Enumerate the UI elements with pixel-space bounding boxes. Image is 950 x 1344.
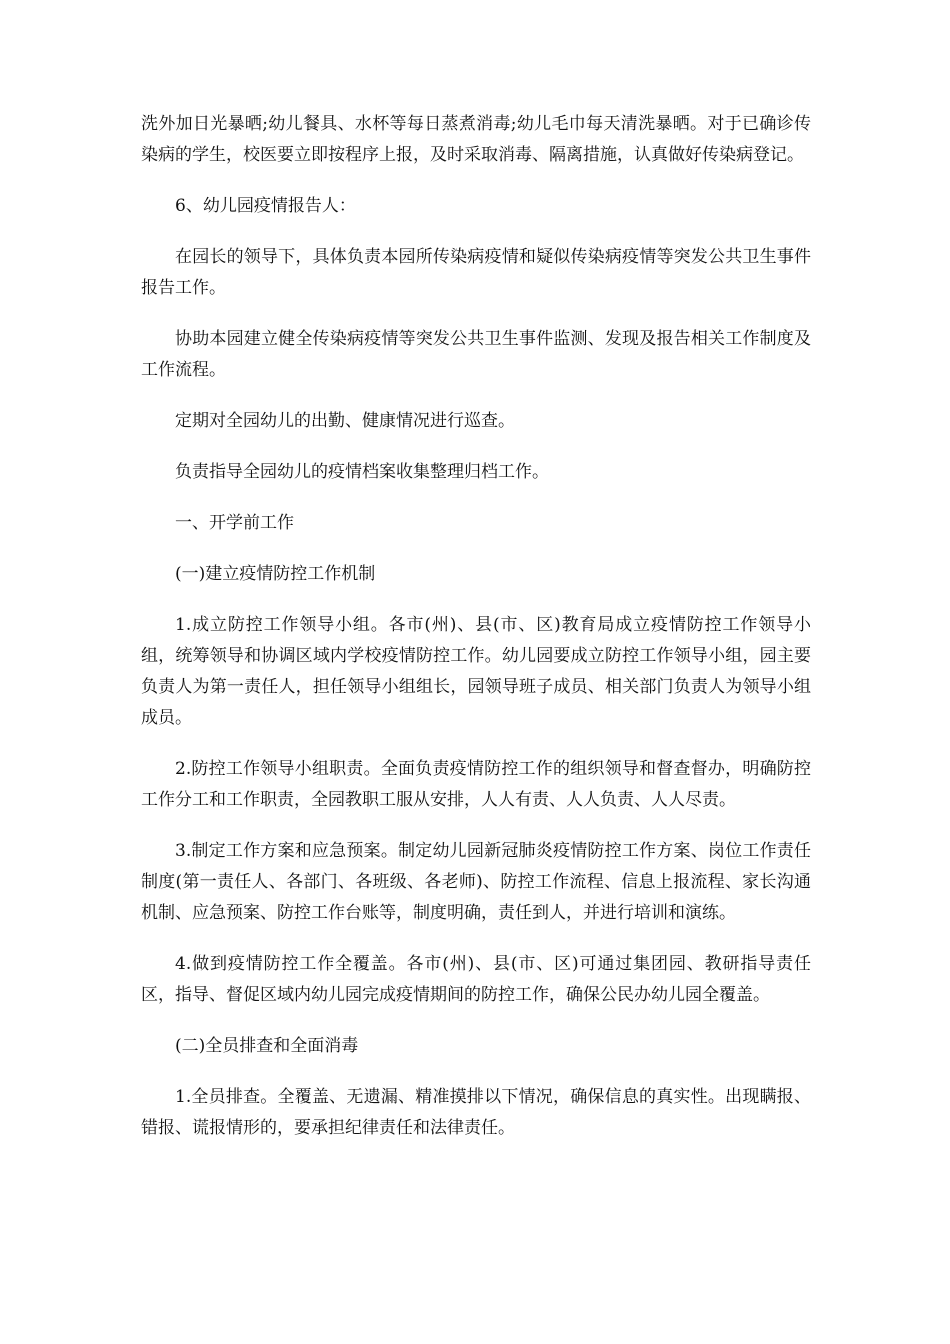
- paragraph-item-group-duties: 2.防控工作领导小组职责。全面负责疫情防控工作的组织领导和督查督办，明确防控工作分工和工作职责，全园教职工服从安排，人人有责、人人负责、人人尽责。: [141, 759, 811, 810]
- document-body: [141, 109, 811, 1164]
- subsection-heading-screening: (二)全员排查和全面消毒: [175, 1036, 359, 1056]
- subsection-heading-mechanism: (一)建立疫情防控工作机制: [175, 564, 376, 584]
- paragraph-item-leading-group: 1.成立防控工作领导小组。各市(州)、县(市、区)教育局成立疫情防控工作领导小组，统筹领导和协调区域内学校疫情防控工作。幼儿园要成立防控工作领导小组，园主要负责人为第一责任人，担任领导小组组长，园领导班子成员、相关部门负责人为领导小组成员。: [141, 615, 811, 728]
- paragraph-item-full-coverage: 4.做到疫情防控工作全覆盖。各市(州)、县(市、区)可通过集团园、教研指导责任区，指导、督促区域内幼儿园完成疫情期间的防控工作，确保公民办幼儿园全覆盖。: [141, 954, 811, 1005]
- paragraph-reporter-duty-1: 在园长的领导下，具体负责本园所传染病疫情和疑似传染病疫情等突发公共卫生事件报告工作。: [141, 247, 811, 298]
- paragraph-reporter-duty-2: 协助本园建立健全传染病疫情等突发公共卫生事件监测、发现及报告相关工作制度及工作流程。: [141, 329, 811, 380]
- paragraph-reporter-duty-4: 负责指导全园幼儿的疫情档案收集整理归档工作。: [175, 462, 549, 482]
- paragraph-reporter-heading: 6、幼儿园疫情报告人：: [175, 196, 356, 216]
- paragraph-item-plans: 3.制定工作方案和应急预案。制定幼儿园新冠肺炎疫情防控工作方案、岗位工作责任制度(第一责任人、各部门、各班级、各老师)、防控工作流程、信息上报流程、家长沟通机制、应急预案、防控工作台账等，制度明确，责任到人，并进行培训和演练。: [141, 841, 811, 923]
- paragraph-hygiene-continued: 洗外加日光暴晒;幼儿餐具、水杯等每日蒸煮消毒;幼儿毛巾每天清洗暴晒。对于已确诊传染病的学生，校医要立即按程序上报，及时采取消毒、隔离措施，认真做好传染病登记。: [141, 114, 811, 165]
- paragraph-reporter-duty-3: 定期对全园幼儿的出勤、健康情况进行巡查。: [175, 411, 515, 431]
- paragraph-item-screening: 1.全员排查。全覆盖、无遗漏、精准摸排以下情况，确保信息的真实性。出现瞒报、错报、谎报情形的，要承担纪律责任和法律责任。: [141, 1087, 811, 1138]
- section-heading-before-school: 一、开学前工作: [175, 513, 294, 533]
